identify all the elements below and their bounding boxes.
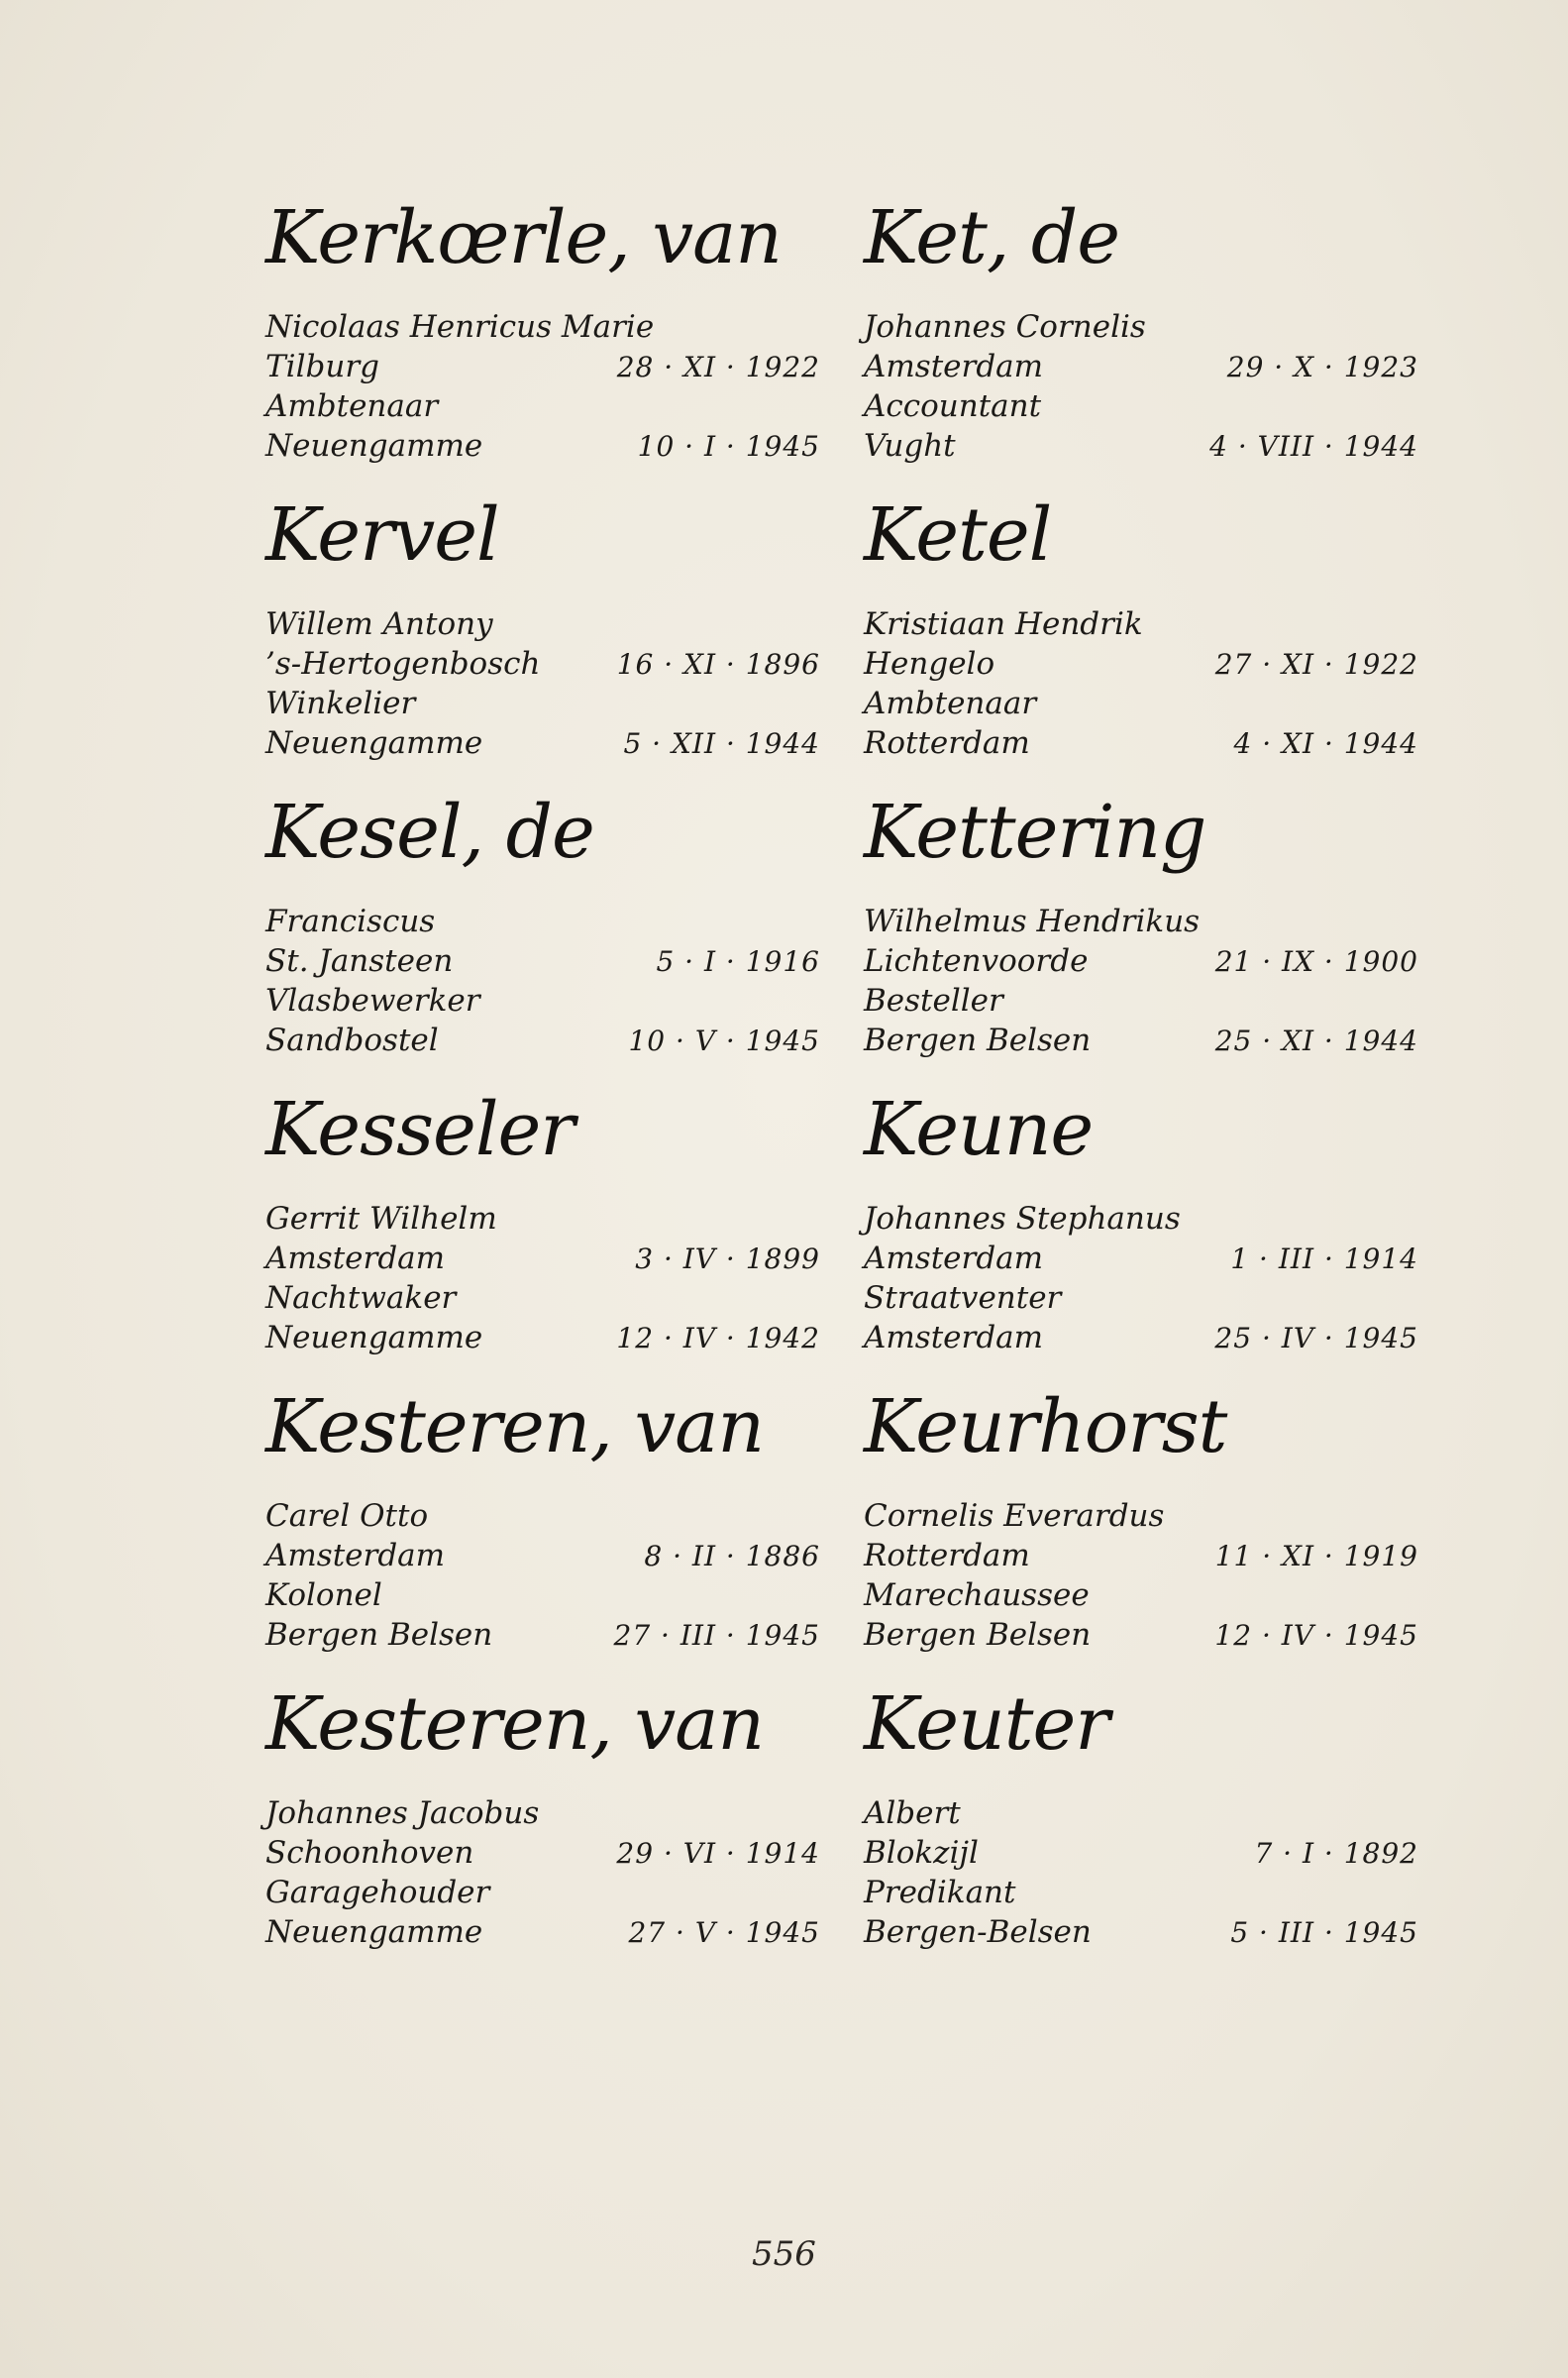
death-line: [265, 723, 820, 763]
death-place: Bergen-Belsen: [864, 1914, 1092, 1950]
occupation-line: [864, 981, 1418, 1021]
surname: Ketel: [864, 492, 1052, 578]
death-line: [864, 723, 1418, 763]
occupation: Kolonel: [265, 1577, 382, 1613]
birth-date: 11 · XI · 1919: [1214, 1540, 1418, 1572]
occupation: Vlasbewerker: [265, 983, 480, 1019]
birth-line: [265, 644, 820, 684]
birth-date: 1 · III · 1914: [1230, 1243, 1418, 1275]
death-place: Bergen Belsen: [864, 1023, 1092, 1058]
given-names: Carel Otto: [265, 1498, 429, 1534]
death-place: Neuengamme: [265, 725, 483, 761]
birth-place: St. Jansteen: [265, 943, 454, 979]
given-names: Gerrit Wilhelm: [265, 1201, 497, 1237]
occupation-line: [265, 1575, 820, 1615]
birth-date: 3 · IV · 1899: [635, 1243, 820, 1275]
death-place: Neuengamme: [265, 428, 483, 464]
occupation: Straatventer: [864, 1280, 1062, 1316]
entry: [265, 188, 820, 486]
surname: Kesteren, van: [265, 1681, 765, 1767]
birth-place: Amsterdam: [864, 349, 1044, 384]
death-date: 25 · XI · 1944: [1214, 1025, 1418, 1057]
given-names: Cornelis Everardus: [864, 1498, 1165, 1534]
death-date: 5 · III · 1945: [1230, 1916, 1418, 1949]
occupation: Nachtwaker: [265, 1280, 457, 1316]
occupation-line: [864, 386, 1418, 426]
surname: Ket, de: [864, 195, 1120, 280]
birth-line: [265, 347, 820, 386]
surname: Kesseler: [265, 1087, 575, 1172]
surname: Kettering: [864, 790, 1206, 875]
given-names: Franciscus: [265, 904, 436, 939]
entry: [864, 1377, 1418, 1675]
given-names: Johannes Cornelis: [864, 309, 1146, 345]
surname: Keuter: [864, 1681, 1109, 1767]
death-line: [864, 1912, 1418, 1952]
death-line: [265, 1318, 820, 1357]
birth-date: 27 · XI · 1922: [1214, 648, 1418, 681]
given-names-line: [265, 1496, 820, 1536]
given-names-line: [864, 1496, 1418, 1536]
birth-line: [864, 941, 1418, 981]
occupation-line: [265, 684, 820, 723]
given-names-line: [265, 1793, 820, 1833]
given-names-line: [265, 1199, 820, 1239]
given-names-line: [265, 902, 820, 941]
given-names-line: [864, 604, 1418, 644]
death-line: [864, 1318, 1418, 1357]
death-date: 10 · V · 1945: [628, 1025, 820, 1057]
death-date: 5 · XII · 1944: [623, 727, 820, 760]
surname: Kervel: [265, 492, 499, 578]
entry: [265, 486, 820, 783]
birth-place: Schoonhoven: [265, 1835, 474, 1871]
occupation: Marechaussee: [864, 1577, 1090, 1613]
birth-date: 8 · II · 1886: [644, 1540, 820, 1572]
given-names: Nicolaas Henricus Marie: [265, 309, 655, 345]
birth-line: [864, 1239, 1418, 1278]
given-names-line: [864, 307, 1418, 347]
surname: Keurhorst: [864, 1384, 1227, 1469]
given-names-line: [265, 604, 820, 644]
death-date: 4 · VIII · 1944: [1209, 430, 1418, 463]
death-line: [265, 1912, 820, 1952]
birth-date: 21 · IX · 1900: [1214, 945, 1418, 978]
occupation-line: [864, 684, 1418, 723]
birth-place: Amsterdam: [265, 1241, 446, 1276]
birth-place: Hengelo: [864, 646, 995, 682]
birth-date: 29 · X · 1923: [1226, 351, 1418, 383]
death-place: Neuengamme: [265, 1320, 483, 1355]
occupation-line: [265, 1873, 820, 1912]
given-names-line: [864, 902, 1418, 941]
entry: [265, 1080, 820, 1377]
occupation: Ambtenaar: [265, 388, 439, 424]
surname: Kesel, de: [265, 790, 594, 875]
birth-line: [864, 1536, 1418, 1575]
given-names: Johannes Jacobus: [265, 1795, 540, 1831]
birth-place: Rotterdam: [864, 1538, 1030, 1573]
death-date: 4 · XI · 1944: [1233, 727, 1418, 760]
death-date: 25 · IV · 1945: [1214, 1322, 1418, 1354]
page-number: 556: [752, 2234, 816, 2274]
given-names: Willem Antony: [265, 606, 493, 642]
death-line: [265, 1615, 820, 1655]
birth-place: Blokzijl: [864, 1835, 979, 1871]
entry: [265, 1377, 820, 1675]
birth-place: Amsterdam: [864, 1241, 1044, 1276]
birth-place: Amsterdam: [265, 1538, 446, 1573]
death-line: [265, 1021, 820, 1060]
death-line: [265, 426, 820, 466]
birth-date: 28 · XI · 1922: [616, 351, 820, 383]
death-line: [864, 426, 1418, 466]
surname: Kesteren, van: [265, 1384, 765, 1469]
birth-line: [265, 1833, 820, 1873]
birth-line: [265, 941, 820, 981]
occupation: Predikant: [864, 1875, 1016, 1910]
death-place: Vught: [864, 428, 956, 464]
given-names-line: [864, 1199, 1418, 1239]
occupation: Accountant: [864, 388, 1042, 424]
death-line: [864, 1021, 1418, 1060]
death-date: 27 · III · 1945: [613, 1619, 820, 1652]
birth-line: [864, 1833, 1418, 1873]
occupation-line: [864, 1575, 1418, 1615]
occupation: Ambtenaar: [864, 686, 1037, 721]
birth-line: [265, 1239, 820, 1278]
birth-date: 7 · I · 1892: [1254, 1837, 1418, 1870]
birth-date: 16 · XI · 1896: [616, 648, 820, 681]
entry: [864, 783, 1418, 1080]
death-date: 12 · IV · 1942: [616, 1322, 820, 1354]
birth-line: [864, 644, 1418, 684]
occupation-line: [864, 1873, 1418, 1912]
death-date: 12 · IV · 1945: [1214, 1619, 1418, 1652]
death-place: Sandbostel: [265, 1023, 439, 1058]
birth-date: 5 · I · 1916: [656, 945, 820, 978]
birth-place: Lichtenvoorde: [864, 943, 1089, 979]
occupation: Besteller: [864, 983, 1003, 1019]
birth-line: [864, 347, 1418, 386]
birth-date: 29 · VI · 1914: [616, 1837, 820, 1870]
birth-line: [265, 1536, 820, 1575]
occupation: Garagehouder: [265, 1875, 490, 1910]
death-place: Amsterdam: [864, 1320, 1044, 1355]
birth-place: ’s-Hertogenbosch: [265, 646, 541, 682]
death-place: Neuengamme: [265, 1914, 483, 1950]
left-column: [265, 188, 820, 1972]
given-names-line: [265, 307, 820, 347]
given-names-line: [864, 1793, 1418, 1833]
entry: [864, 1675, 1418, 1972]
entry: [265, 1675, 820, 1972]
given-names: Kristiaan Hendrik: [864, 606, 1143, 642]
death-place: Rotterdam: [864, 725, 1030, 761]
occupation-line: [864, 1278, 1418, 1318]
given-names: Johannes Stephanus: [864, 1201, 1181, 1237]
entry: [864, 486, 1418, 783]
given-names: Wilhelmus Hendrikus: [864, 904, 1201, 939]
given-names: Albert: [864, 1795, 961, 1831]
entry: [864, 1080, 1418, 1377]
right-column: [864, 188, 1418, 1972]
death-place: Bergen Belsen: [265, 1617, 493, 1653]
surname: Keune: [864, 1087, 1094, 1172]
death-date: 10 · I · 1945: [637, 430, 820, 463]
entry: [864, 188, 1418, 486]
death-line: [864, 1615, 1418, 1655]
occupation-line: [265, 386, 820, 426]
surname: Kerkœrle, van: [265, 195, 782, 280]
death-date: 27 · V · 1945: [628, 1916, 820, 1949]
occupation-line: [265, 981, 820, 1021]
birth-place: Tilburg: [265, 349, 379, 384]
occupation-line: [265, 1278, 820, 1318]
entry: [265, 783, 820, 1080]
occupation: Winkelier: [265, 686, 416, 721]
death-place: Bergen Belsen: [864, 1617, 1092, 1653]
